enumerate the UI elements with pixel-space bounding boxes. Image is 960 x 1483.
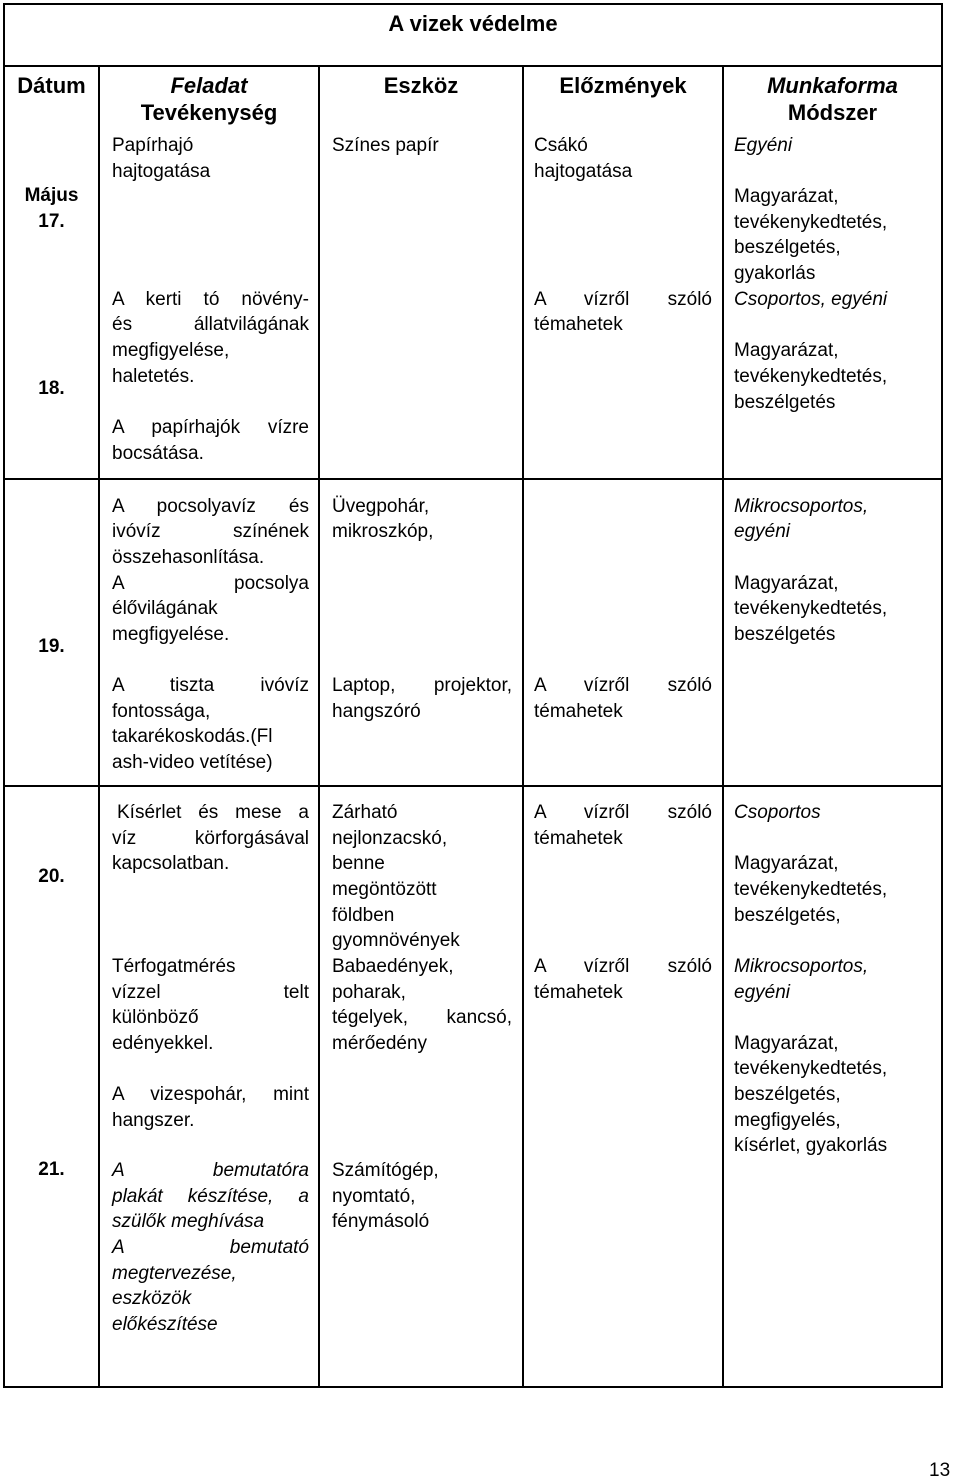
method-text: megfigyelés,	[734, 1110, 841, 1131]
tool-text: megöntözött	[332, 879, 437, 900]
header-prereq: Előzmények	[559, 73, 687, 98]
method-text: beszélgetés	[734, 624, 836, 645]
prereq-text: A vízről szóló	[534, 289, 712, 310]
header-date: Dátum	[17, 73, 86, 98]
tool-text: poharak,	[332, 982, 406, 1003]
tool-text: Babaedények,	[332, 956, 454, 977]
method-text: tevékenykedtetés,	[734, 366, 888, 387]
row-date: 20.	[38, 866, 65, 887]
tool-text: Laptop, projektor,	[332, 675, 512, 696]
row-date: 19.	[38, 636, 65, 657]
header-form-line1: Munkaforma	[767, 73, 898, 98]
task-text: Kísérlet és mese a	[117, 802, 309, 823]
prereq-text: témahetek	[534, 314, 623, 335]
method-text: beszélgetés	[734, 392, 836, 413]
task-text: kapcsolatban.	[112, 853, 230, 874]
task-text: eszközök	[112, 1288, 192, 1309]
task-text: élővilágának	[112, 598, 218, 619]
tool-text: nejlonzacskó,	[332, 828, 448, 849]
tool-text: gyomnövények	[332, 930, 460, 951]
task-text: A papírhajók vízre	[112, 417, 309, 438]
form-label: Mikrocsoportos,	[734, 496, 869, 517]
task-text: fontossága,	[112, 701, 211, 722]
task-text: összehasonlítása.	[112, 547, 265, 568]
tool-text: Zárható	[332, 802, 398, 823]
task-text: megfigyelése,	[112, 340, 230, 361]
form-label: egyéni	[734, 521, 790, 542]
form-label: Mikrocsoportos,	[734, 956, 869, 977]
method-text: Magyarázat,	[734, 1033, 839, 1054]
task-text: hajtogatása	[112, 161, 211, 182]
prereq-text: A vízről szóló	[534, 802, 712, 823]
row-date: 17.	[38, 211, 65, 232]
prereq-text: témahetek	[534, 701, 623, 722]
row-date: Május	[24, 185, 79, 206]
row-divider	[3, 478, 943, 480]
method-text: Magyarázat,	[734, 186, 839, 207]
task-text: különböző	[112, 1007, 199, 1028]
task-text: A pocsolya	[112, 573, 309, 594]
task-text: A bemutatóra	[112, 1160, 309, 1181]
header-task-line1: Feladat	[170, 73, 248, 98]
form-label: Csoportos, egyéni	[734, 289, 888, 310]
method-text: Magyarázat,	[734, 853, 839, 874]
task-text: előkészítése	[112, 1314, 218, 1335]
header-form-line2: Módszer	[787, 100, 878, 125]
task-text: A kerti tó növény-	[112, 289, 309, 310]
task-text: Papírhajó	[112, 135, 194, 156]
task-text: A pocsolyavíz és	[112, 496, 309, 517]
form-label: Egyéni	[734, 135, 793, 156]
row-date: 18.	[38, 378, 65, 399]
task-text: és állatvilágának	[112, 314, 309, 335]
tool-text: Számítógép,	[332, 1160, 439, 1181]
task-text: A tiszta ivóvíz	[112, 675, 309, 696]
task-text: vízzel telt	[112, 982, 309, 1003]
col-divider	[722, 65, 724, 1388]
page-title: A vizek védelme	[388, 11, 558, 36]
col-divider	[522, 65, 524, 1388]
task-text: ash-video vetítése)	[112, 752, 273, 773]
tool-text: benne	[332, 853, 385, 874]
prereq-text: Csákó	[534, 135, 588, 156]
header-tool: Eszköz	[383, 73, 459, 98]
method-text: tevékenykedtetés,	[734, 1058, 888, 1079]
task-text: edényekkel.	[112, 1033, 214, 1054]
method-text: beszélgetés,	[734, 905, 841, 926]
method-text: Magyarázat,	[734, 340, 839, 361]
task-text: víz körforgásával	[112, 828, 309, 849]
task-text: A vizespohár, mint	[112, 1084, 309, 1105]
method-text: kísérlet, gyakorlás	[734, 1135, 888, 1156]
prereq-text: A vízről szóló	[534, 956, 712, 977]
task-text: megfigyelése.	[112, 624, 230, 645]
row-date: 21.	[38, 1159, 65, 1180]
tool-text: fénymásoló	[332, 1211, 430, 1232]
method-text: tevékenykedtetés,	[734, 598, 888, 619]
tool-text: tégelyek, kancsó,	[332, 1007, 512, 1028]
tool-text: hangszóró	[332, 701, 421, 722]
tool-text: nyomtató,	[332, 1186, 416, 1207]
task-text: szülők meghívása	[112, 1211, 265, 1232]
page-number: 13	[929, 1460, 951, 1481]
tool-text: mérőedény	[332, 1033, 428, 1054]
method-text: tevékenykedtetés,	[734, 212, 888, 233]
task-text: A bemutató	[112, 1237, 309, 1258]
task-text: takarékoskodás.(Fl	[112, 726, 273, 747]
task-text: megtervezése,	[112, 1263, 237, 1284]
prereq-text: témahetek	[534, 982, 623, 1003]
method-text: tevékenykedtetés,	[734, 879, 888, 900]
method-text: beszélgetés,	[734, 237, 841, 258]
row-divider	[3, 785, 943, 787]
task-text: bocsátása.	[112, 443, 204, 464]
tool-text: földben	[332, 905, 395, 926]
form-label: Csoportos	[734, 802, 821, 823]
method-text: gyakorlás	[734, 263, 816, 284]
tool-text: Színes papír	[332, 135, 439, 156]
tool-text: Üvegpohár,	[332, 496, 430, 517]
task-text: haletetés.	[112, 366, 195, 387]
col-divider	[318, 65, 320, 1388]
task-text: ivóvíz színének	[112, 521, 309, 542]
title-divider	[3, 65, 943, 67]
tool-text: mikroszkóp,	[332, 521, 434, 542]
method-text: beszélgetés,	[734, 1084, 841, 1105]
task-text: plakát készítése, a	[112, 1186, 309, 1207]
prereq-text: témahetek	[534, 828, 623, 849]
task-text: Térfogatmérés	[112, 956, 236, 977]
form-label: egyéni	[734, 982, 790, 1003]
method-text: Magyarázat,	[734, 573, 839, 594]
prereq-text: hajtogatása	[534, 161, 633, 182]
task-text: hangszer.	[112, 1110, 195, 1131]
prereq-text: A vízről szóló	[534, 675, 712, 696]
header-task-line2: Tevékenység	[140, 100, 278, 125]
col-divider	[98, 65, 100, 1388]
